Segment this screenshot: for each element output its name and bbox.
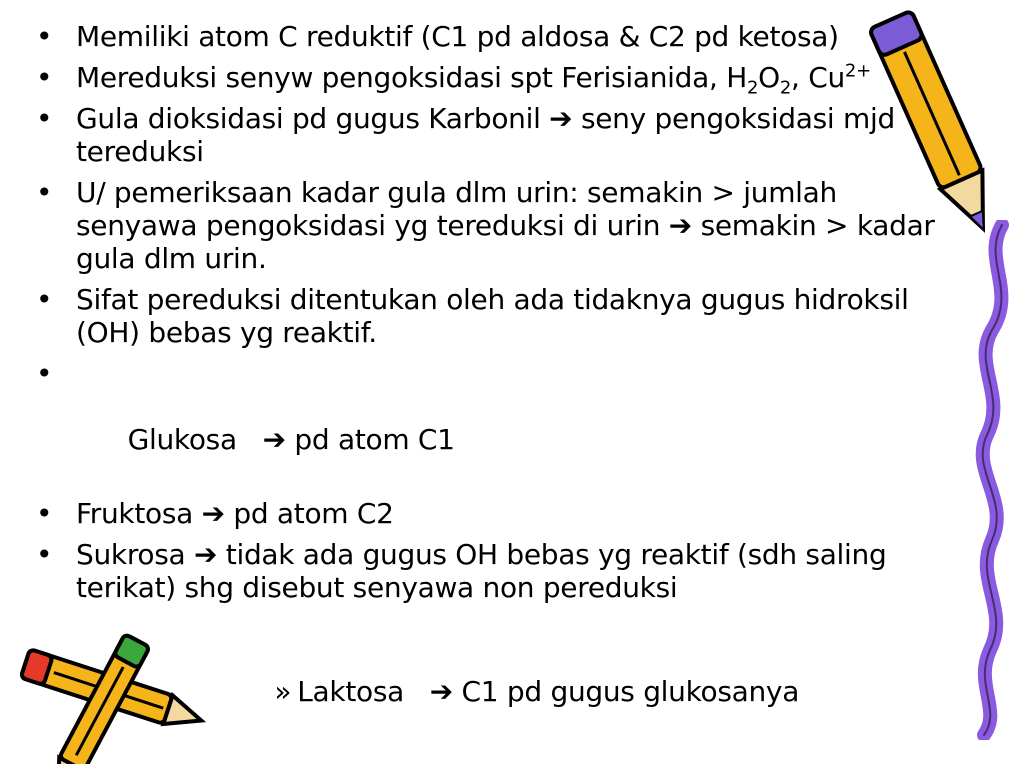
bullet-item [36,357,936,489]
bullet-item [36,283,936,349]
bullet-text: pd atom C1 [285,423,455,456]
bullet-dot: • [36,61,53,94]
bullet-text: Memiliki atom C reduktif (C1 pd aldosa & C2 pd ketosa) [76,20,839,53]
bullet-text: seny pengoksidasi mjd tereduksi [76,102,895,168]
sub-bullet-item [240,642,799,741]
bullet-dot: • [36,538,53,571]
bullet-list [36,20,936,612]
bullet-item [36,176,936,275]
bullet-text: Mereduksi senyw pengoksidasi spt Ferisianida, H [76,61,747,94]
bullet-text: Sukrosa [76,538,195,571]
bullet-item [36,497,936,530]
bullet-text: O [758,61,780,94]
sub-bullet-text: Laktosa [297,675,430,708]
sub-bullet-mark: » [274,675,292,708]
arrow-icon: ➔ [262,423,286,456]
pencil-bottom-left-icon [0,624,220,764]
superscript: 2+ [844,60,871,82]
bullet-item [36,20,936,53]
arrow-icon: ➔ [668,209,692,242]
bullet-item [36,538,936,604]
bullet-item [36,102,936,168]
bullet-text: Sifat pereduksi ditentukan oleh ada tidaknya gugus hidroksil (OH) bebas yg reaktif. [76,283,909,349]
bullet-text: Glukosa [127,423,263,456]
bullet-text: , Cu [791,61,845,94]
bullet-dot: • [36,497,53,530]
bullet-dot: • [36,176,53,209]
bullet-dot: • [36,20,53,53]
bullet-dot: • [36,102,53,135]
subscript: 2 [779,77,792,99]
bullet-item [36,60,936,99]
bullet-text: tidak ada gugus OH bebas yg reaktif (sdh saling terikat) shg disebut senyawa non pereduksi [76,538,887,604]
bullet-text: semakin > kadar gula dlm urin. [76,209,935,275]
bullet-dot: • [36,357,53,390]
arrow-icon: ➔ [549,102,573,135]
arrow-icon: ➔ [429,675,453,708]
subscript: 2 [746,77,759,99]
bullet-text: Fruktosa [76,497,202,530]
bullet-text: pd atom C2 [224,497,394,530]
arrow-icon: ➔ [201,497,225,530]
arrow-icon: ➔ [194,538,218,571]
bullet-text: Gula dioksidasi pd gugus Karbonil [76,102,550,135]
bullet-dot: • [36,283,53,316]
squiggle-right-icon [962,220,1022,740]
sub-bullet-text: C1 pd gugus glukosanya [452,675,800,708]
bullet-text: U/ pemeriksaan kadar gula dlm urin: semakin > jumlah senyawa pengoksidasi yg tereduksi di urin [76,176,837,242]
